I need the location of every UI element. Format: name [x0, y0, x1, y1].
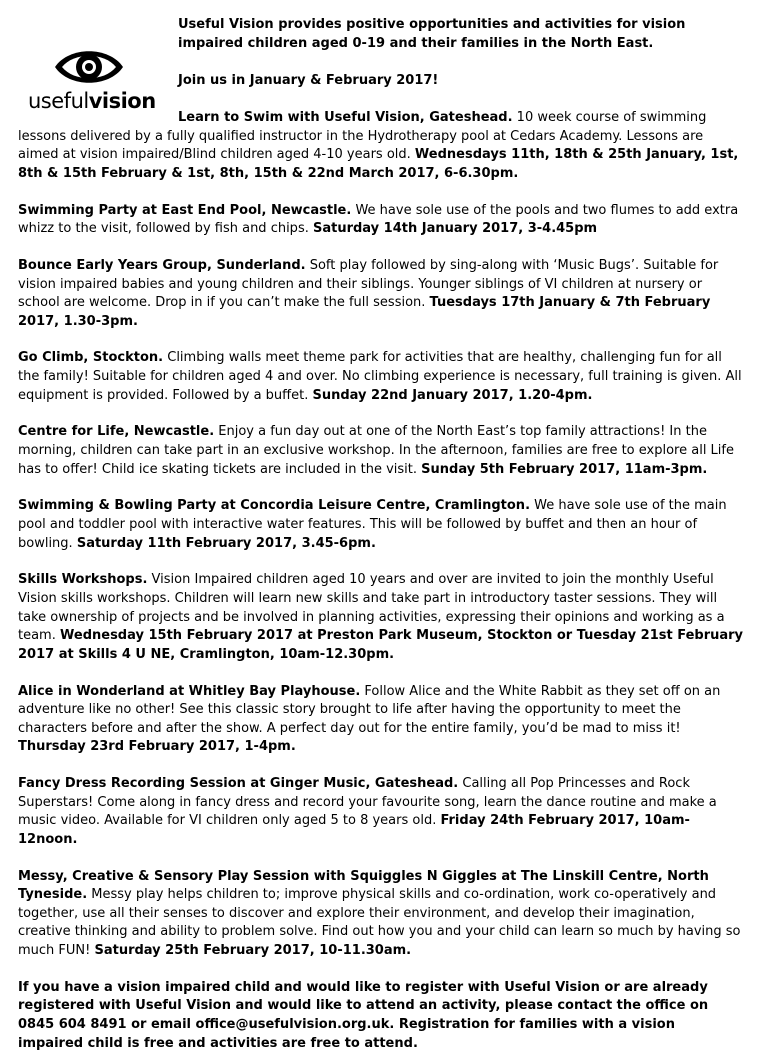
- event-title: Go Climb, Stockton.: [18, 350, 164, 366]
- event-item: [18, 257, 744, 331]
- event-body: Calling all Pop Princesses and Rock Superstars! Come along in fancy dress and record your favourite song, learn the dance routine and make a music video. Available for VI children only aged 5 to 8 years old.: [18, 776, 717, 829]
- event-when: Sunday 5th February 2017, 11am-3pm.: [421, 461, 708, 477]
- event-title: Messy, Creative & Sensory Play Session with Squiggles N Giggles at The Linskill Centre, North Tyneside.: [18, 868, 709, 903]
- event-body: Climbing walls meet theme park for activities that are healthy, challenging fun for all the family! Suitable for children aged 4 and over. No climbing experience is necessary, full training is given. All equipment is provided. Followed by a buffet.: [18, 350, 742, 403]
- event-title: Skills Workshops.: [18, 572, 148, 588]
- logo-text-bold: vision: [88, 89, 156, 113]
- event-item: [18, 109, 744, 183]
- event-item: [18, 571, 744, 664]
- event-body: We have sole use of the main pool and toddler pool with interactive water features. This will be followed by buffet and then an hour of bowling.: [18, 498, 727, 551]
- event-body: Vision Impaired children aged 10 years and over are invited to join the monthly Useful Vision skills workshops. Children will learn new skills and take part in introductory taster sessions. They will take ownership of projects and be involved in planning activities, expressing their opinions and working as a team.: [18, 572, 725, 644]
- event-when: Thursday 23rd February 2017, 1-4pm.: [18, 739, 296, 755]
- contact-footer: If you have a vision impaired child and would like to register with Useful Vision or are already registered with Useful Vision and would like to attend an activity, please contact the office on 0845 604 8491 or email office@usefulvision.org.uk. Registration for families with a vision impaired child is free and activities are free to attend.: [18, 979, 709, 1051]
- logo-text-light: useful: [28, 89, 89, 113]
- event-body: Messy play helps children to; improve physical skills and co-ordination, work co-operatively and together, use all their senses to discover and explore their environment, and develop their imagination, creative thinking and ability to problem solve. Find out how you and your child can learn so much by having so much FUN!: [18, 887, 741, 959]
- event-title: Bounce Early Years Group, Sunderland.: [18, 257, 306, 273]
- event-body: Soft play followed by sing-along with ‘Music Bugs’. Suitable for vision impaired babies and young children and their siblings. Younger siblings of VI children at nursery or school are welcome. Drop in if you can’t make the full session.: [18, 257, 719, 311]
- event-title: Alice in Wonderland at Whitley Bay Playhouse.: [18, 683, 361, 699]
- event-when: Tuesdays 17th January & 7th February 2017, 1.30-3pm.: [18, 295, 711, 329]
- event-item: [18, 423, 744, 479]
- event-title: Swimming & Bowling Party at Concordia Leisure Centre, Cramlington.: [18, 498, 531, 514]
- event-body: 10 week course of swimming lessons delivered by a fully qualified instructor in the Hydrotherapy pool at Cedars Academy. Lessons are aimed at vision impaired/Blind children aged 4-10 years old.: [18, 109, 707, 163]
- event-item: [18, 497, 744, 553]
- intro-block: [178, 16, 744, 109]
- event-title: Centre for Life, Newcastle.: [18, 424, 215, 440]
- intro-headline: Useful Vision provides positive opportunities and activities for vision impaired children aged 0-19 and their families in the North East.: [178, 17, 686, 51]
- event-title: Swimming Party at East End Pool, Newcastle.: [18, 202, 352, 218]
- event-title: Fancy Dress Recording Session at Ginger Music, Gateshead.: [18, 776, 459, 792]
- event-when: Sunday 22nd January 2017, 1.20-4pm.: [312, 387, 593, 403]
- intro-join: Join us in January & February 2017!: [178, 72, 439, 88]
- event-item: [18, 202, 744, 239]
- event-title: Learn to Swim with Useful Vision, Gateshead.: [178, 109, 513, 125]
- event-body: Enjoy a fun day out at one of the North East’s top family attractions! In the morning, children can take part in an exclusive workshop. In the afternoon, families are free to explore all Life has to offer! Child ice skating tickets are included in the visit.: [18, 424, 734, 477]
- event-when: Wednesday 15th February 2017 at Preston Park Museum, Stockton or Tuesday 21st February 2017 at Skills 4 U NE, Cramlington, 10am-12.30pm.: [18, 628, 744, 662]
- event-when: Saturday 14th January 2017, 3-4.45pm: [312, 221, 598, 237]
- event-body: Follow Alice and the White Rabbit as they set off on an adventure like no other! See this classic story brought to life after having the opportunity to meet the characters before and after the show. A perfect day out for the entire family, you’d be mad to miss it!: [18, 683, 721, 736]
- event-when: Saturday 11th February 2017, 3.45-6pm.: [76, 535, 376, 551]
- event-body: We have sole use of the pools and two flumes to add extra whizz to the visit, followed by fish and chips.: [18, 202, 739, 237]
- event-when: Saturday 25th February 2017, 10-11.30am.: [94, 943, 412, 959]
- event-item: [18, 349, 744, 405]
- event-when: Friday 24th February 2017, 10am-12noon.: [18, 813, 690, 847]
- event-when: Wednesdays 11th, 18th & 25th January, 1st, 8th & 15th February & 1st, 8th, 15th & 22nd March 2017, 6-6.30pm.: [18, 147, 739, 181]
- flyer-content: [18, 16, 744, 1053]
- event-item: [18, 868, 744, 961]
- event-item: [18, 775, 744, 849]
- event-item: [18, 683, 744, 757]
